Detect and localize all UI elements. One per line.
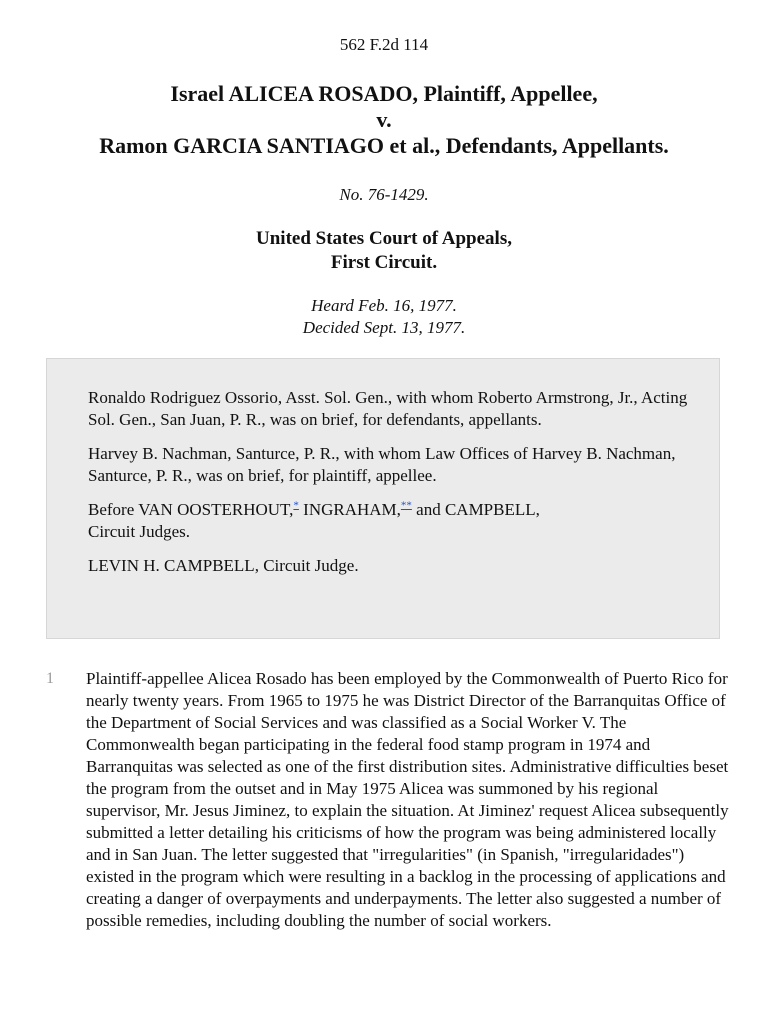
case-dates [0, 295, 768, 339]
panel-circuit-judges: Circuit Judges. [88, 522, 190, 541]
court-name [0, 227, 768, 275]
counsel-appellee: Harvey B. Nachman, Santurce, P. R., with whom Law Offices of Harvey B. Nachman, Santurce, P. R., was on brief, for plaintiff, appellee. [88, 444, 676, 485]
panel-before-text: Before VAN OOSTERHOUT, [88, 500, 294, 519]
paragraph-text: Plaintiff-appellee Alicea Rosado has been employed by the Commonwealth of Puerto Rico for nearly twenty years. From 1965 to 1975 he was District Director of the Barranquitas Office of the Department of Social Services and was classified as a Social Worker V. The Commonwealth began participating in the federal food stamp program in 1974 and Barranquitas was selected as one of the first distribution sites. Administrative difficulties beset the program from the outset and in May 1975 Alicea was summoned by his regional supervisor, Mr. Jesus Jiminez, to explain the situation. At Jiminez' request Alicea subsequently submitted a letter detailing his criticisms of how the program was being administered locally and in San Juan. The letter suggested that "irregularities" (in Spanish, "irregularidades") existed in the program which were resulting in a backlog in the processing of applications and creating a danger of overpayments and underpayments. The letter also suggested a number of possible remedies, including doubling the number of social workers. [86, 669, 729, 930]
counsel-appellants: Ronaldo Rodriguez Ossorio, Asst. Sol. Gen., with whom Roberto Armstrong, Jr., Acting Sol. Gen., San Juan, P. R., was on brief, for defendants, appellants. [88, 388, 688, 429]
footnote-link-2[interactable]: ** [400, 499, 412, 512]
caption-plaintiff: Israel ALICEA ROSADO, Plaintiff, Appellee, [170, 81, 598, 106]
paragraph-number: 1 [46, 670, 54, 687]
panel-judges [88, 499, 699, 543]
caption-versus: v. [376, 107, 392, 132]
counsel-box [46, 358, 720, 639]
decided-date: Decided Sept. 13, 1977. [302, 318, 466, 337]
footnote-link-1[interactable]: * [293, 499, 299, 512]
panel-middle-text: INGRAHAM, [298, 500, 401, 519]
opinion-author: LEVIN H. CAMPBELL, Circuit Judge. [88, 556, 359, 575]
court-name-line1: United States Court of Appeals, [256, 228, 512, 249]
case-caption [0, 81, 768, 159]
panel-after-text: and CAMPBELL, [411, 500, 540, 519]
case-citation: 562 F.2d 114 [339, 35, 429, 54]
court-name-line2: First Circuit. [330, 252, 438, 273]
docket-number: No. 76-1429. [339, 185, 429, 204]
heard-date: Heard Feb. 16, 1977. [311, 296, 457, 315]
caption-defendants: Ramon GARCIA SANTIAGO et al., Defendants, Appellants. [99, 133, 669, 158]
